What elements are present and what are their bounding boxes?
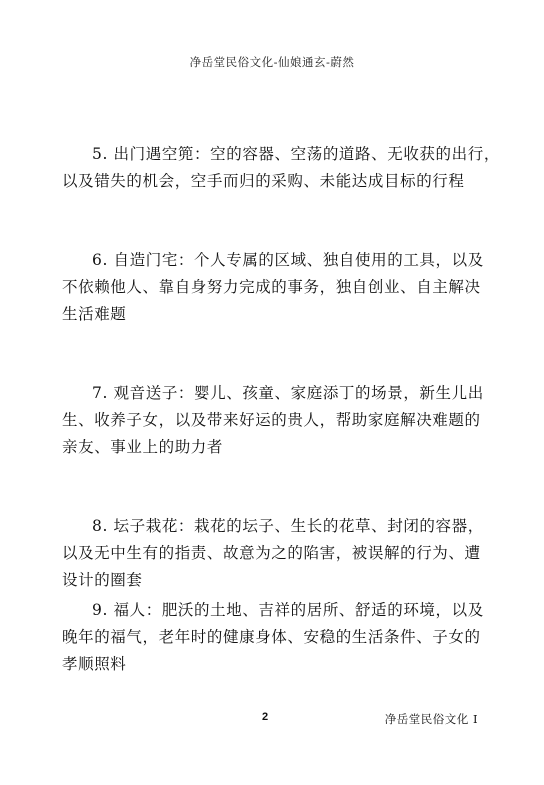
paragraph-item-5: [62, 141, 500, 195]
text-line: 8. 坛子栽花：栽花的坛子、生长的花草、封闭的容器，: [92, 517, 484, 535]
footer-brand: 净岳堂民俗文化 I: [384, 712, 478, 726]
text-line: 6. 自造门宅：个人专属的区域、独自使用的工具，以及: [92, 251, 484, 269]
text-line: 孝顺照料: [62, 655, 127, 673]
text-line: 9. 福人：肥沃的土地、吉祥的居所、舒适的环境，以及: [92, 601, 484, 619]
text-line: 不依赖他人、靠自身努力完成的事务，独自创业、自主解决: [62, 278, 481, 296]
text-line: 晚年的福气，老年时的健康身体、安稳的生活条件、子女的: [62, 628, 481, 646]
text-line: 生活难题: [62, 305, 127, 323]
paragraph-item-8: [62, 513, 482, 594]
text-line: 设计的圈套: [62, 571, 143, 589]
text-line: 以及无中生有的指责、故意为之的陷害，被误解的行为、遭: [62, 544, 481, 562]
paragraph-item-6: [62, 247, 482, 328]
text-line: 5. 出门遇空篼：空的容器、空荡的道路、无收获的出行，: [92, 145, 500, 163]
page-header: 净岳堂民俗文化-仙娘通玄-蔚然: [189, 55, 355, 69]
text-line: 生、收养子女，以及带来好运的贵人，帮助家庭解决难题的: [62, 411, 481, 429]
page-number: 2: [262, 711, 269, 723]
text-line: 亲友、事业上的助力者: [62, 438, 224, 456]
paragraph-item-9: [62, 597, 482, 678]
paragraph-item-7: [62, 380, 482, 461]
text-line: 7. 观音送子：婴儿、孩童、家庭添丁的场景，新生儿出: [92, 384, 484, 402]
text-line: 以及错失的机会，空手而归的采购、未能达成目标的行程: [62, 172, 465, 190]
